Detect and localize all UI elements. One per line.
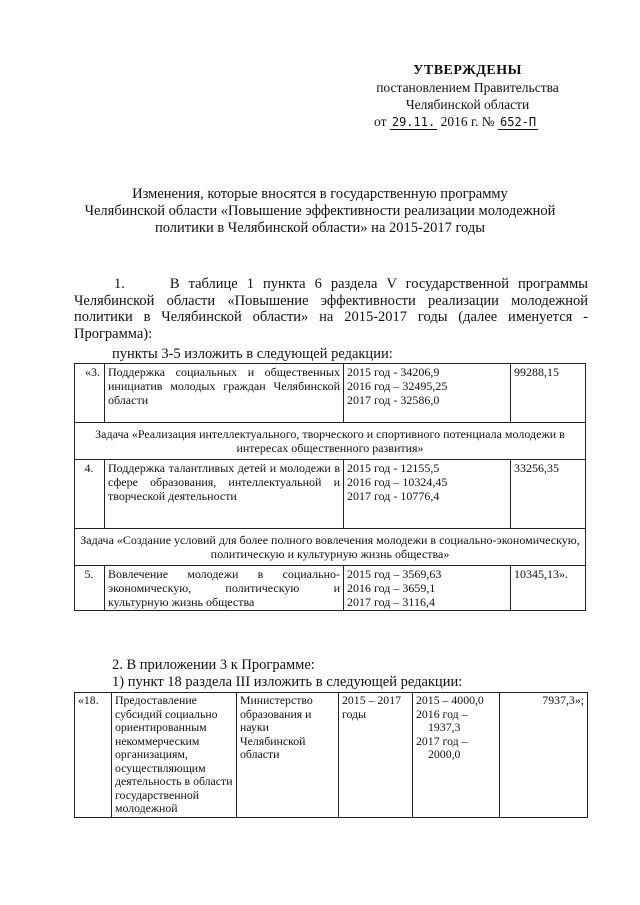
funding-value: 2017 год – <box>416 733 468 748</box>
approval-title: УТВЕРЖДЕНЫ <box>413 63 522 78</box>
year-value: 2016 год – 10324,45 <box>347 475 448 489</box>
year-value: 2015 год – 3569,63 <box>347 567 442 581</box>
row-name: Поддержка талантливых детей и молодежи в сфере образования, интеллектуальной и творческой деятельности <box>105 460 344 529</box>
item1-number: 1. <box>114 276 125 292</box>
row-years <box>344 364 511 423</box>
funding-value: 2000,0 <box>428 747 461 761</box>
table-row <box>75 364 586 423</box>
item1-paragraph <box>74 276 588 342</box>
task-text: Задача «Реализация интеллектуального, творческого и спортивного потенциала молодежи в интересах общественного развития» <box>75 423 586 460</box>
row-executor: Министерство образования и науки Челябинской области <box>237 693 339 818</box>
table-program-items <box>74 363 586 611</box>
task-text: Задача «Создание условий для более полного вовлечения молодежи в социально-экономическую, политическую и культурную жизнь общества» <box>75 529 586 566</box>
row-funding <box>413 693 500 818</box>
row-total: 7937,3»; <box>500 693 588 818</box>
funding-value: 2016 год – <box>416 706 468 721</box>
approval-line2: Челябинской области <box>405 97 530 112</box>
approval-number: 652-П <box>500 115 537 129</box>
item1-subline: пункты 3-5 изложить в следующей редакции: <box>112 346 393 362</box>
funding-value: 2015 – 4000,0 <box>416 693 484 707</box>
row-years <box>344 460 511 529</box>
title-line1: Изменения, которые вносятся в государственную программу <box>132 186 508 202</box>
row-number: «3. <box>75 364 105 423</box>
year-value: 2017 год - 32586,0 <box>347 393 440 407</box>
row-number: 4. <box>75 460 105 529</box>
document-title <box>60 186 580 237</box>
approval-block <box>360 62 575 131</box>
row-period: 2015 – 2017 годы <box>339 693 413 818</box>
year-value: 2017 год – 3116,4 <box>347 595 435 609</box>
row-years <box>344 566 511 611</box>
item2-subline: 1) пункт 18 раздела III изложить в следующей редакции: <box>112 674 463 690</box>
table-row <box>75 460 586 529</box>
row-name: Поддержка социальных и общественных инициатив молодых граждан Челябинской области <box>105 364 344 423</box>
approval-prefix: от <box>374 114 387 129</box>
approval-line1: постановлением Правительства <box>376 80 559 95</box>
row-number: 5. <box>75 566 105 611</box>
funding-value: 1937,3 <box>428 720 461 734</box>
task-row <box>75 529 586 566</box>
table-row <box>75 566 586 611</box>
table-row <box>75 693 588 818</box>
approval-date-line <box>360 113 575 131</box>
row-total: 99288,15 <box>511 364 586 423</box>
table-appendix <box>74 692 588 818</box>
task-row <box>75 423 586 460</box>
year-value: 2016 год – 3659,1 <box>347 581 436 595</box>
row-name: Предоставление субсидий социально ориентированным некоммерческим организациям, осуществляющим деятельность в области государственной молодежной <box>112 693 237 818</box>
title-line3: политики в Челябинской области» на 2015-2017 годы <box>154 220 485 236</box>
year-value: 2015 год - 12155,5 <box>347 461 440 475</box>
row-total: 10345,13». <box>511 566 586 611</box>
year-value: 2017 год - 10776,4 <box>347 489 440 503</box>
title-line2: Челябинской области «Повышение эффективности реализации молодежной <box>84 203 556 219</box>
year-value: 2016 год – 32495,25 <box>347 379 448 393</box>
item2-line: 2. В приложении 3 к Программе: <box>112 657 315 673</box>
year-value: 2015 год - 34206,9 <box>347 365 440 379</box>
approval-year: 2016 г. № <box>440 114 495 129</box>
row-name: Вовлечение молодежи в социально-экономическую, политическую и культурную жизнь общества <box>105 566 344 611</box>
row-number: «18. <box>75 693 112 818</box>
row-total: 33256,35 <box>511 460 586 529</box>
item1-text: В таблице 1 пункта 6 раздела V государственной программы Челябинской области «Повышение эффективности реализации молодежной политики в Челябинской области» на 2015-2017 годы (далее именуется - Программа): <box>74 276 589 342</box>
approval-date: 29.11. <box>391 115 436 129</box>
